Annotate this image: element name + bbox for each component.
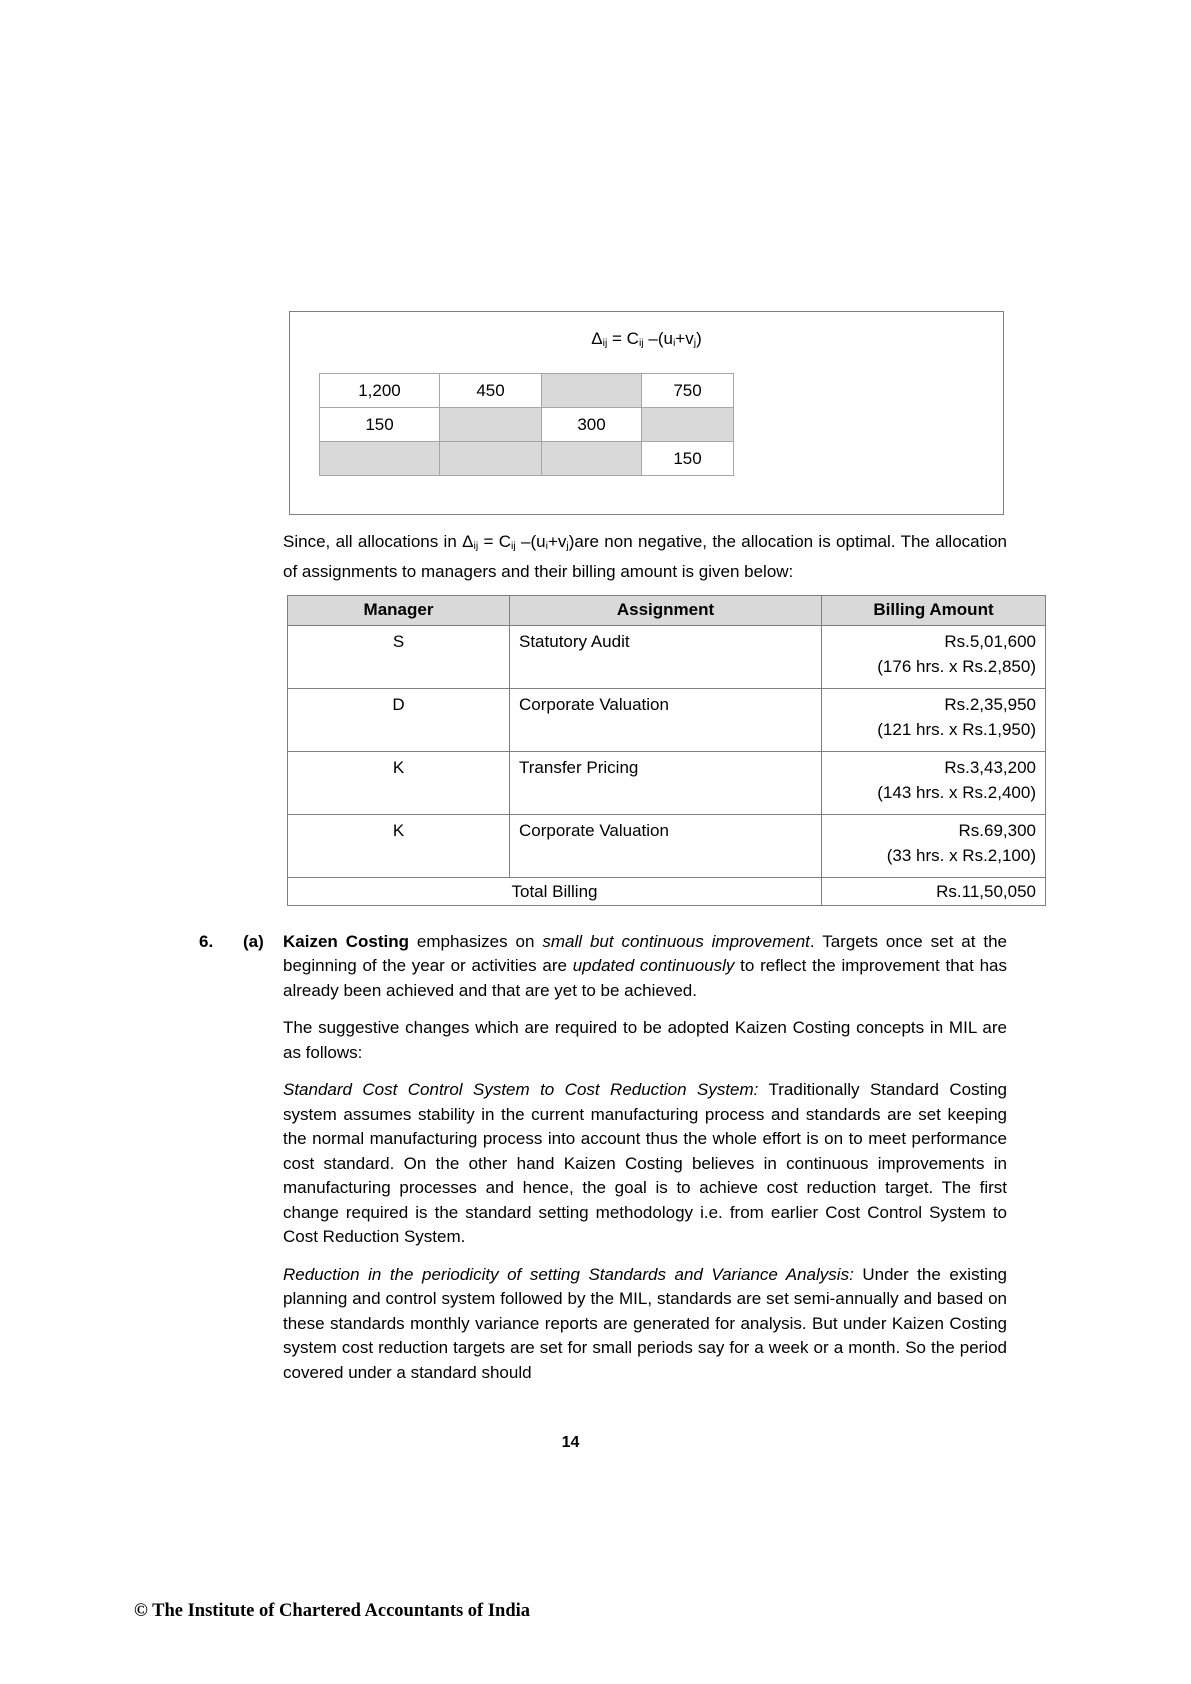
italic-run: Reduction in the periodicity of setting Standards and Variance Analysis: <box>283 1264 854 1284</box>
billing-cell <box>822 625 1046 688</box>
text-run: )are non negative, the allocation is optimal. The allocation of assignments to managers and their billing amount is given below: <box>283 532 1008 581</box>
total-billing-amount: Rs.11,50,050 <box>822 877 1046 905</box>
delta-formula <box>290 312 1003 349</box>
billing-cell <box>822 751 1046 814</box>
subscript: ij <box>602 336 608 349</box>
text-run: ) <box>696 329 702 348</box>
grid-cell: 750 <box>642 374 734 408</box>
delta-formula-box <box>289 311 1004 515</box>
assignment-cell: Corporate Valuation <box>510 688 822 751</box>
assignment-cell: Transfer Pricing <box>510 751 822 814</box>
grid-cell-shaded <box>440 442 542 476</box>
text-run: emphasizes on <box>408 931 543 951</box>
grid-cell: 150 <box>642 442 734 476</box>
manager-cell: K <box>288 751 510 814</box>
table-row <box>288 688 1046 751</box>
grid-cell-shaded <box>320 442 440 476</box>
text-run: = C <box>607 329 639 348</box>
text-run: –(u <box>643 329 673 348</box>
subscript: j <box>693 336 697 349</box>
subscript: j <box>566 539 569 552</box>
table-row <box>288 751 1046 814</box>
column-header-assignment: Assignment <box>510 595 822 625</box>
kaizen-paragraph-3 <box>283 1078 1007 1250</box>
column-header-manager: Manager <box>288 595 510 625</box>
billing-calc: (176 hrs. x Rs.2,850) <box>877 656 1036 676</box>
kaizen-paragraph-4 <box>283 1263 1007 1386</box>
grid-row <box>320 408 734 442</box>
table-row <box>288 814 1046 877</box>
grid-cell: 450 <box>440 374 542 408</box>
grid-cell: 1,200 <box>320 374 440 408</box>
intro-paragraph <box>283 529 1007 584</box>
text-run: Δ <box>591 329 603 348</box>
grid-row <box>320 374 734 408</box>
text-run: –(u <box>515 532 546 551</box>
subscript: ij <box>511 539 516 552</box>
grid-cell-shaded <box>542 442 642 476</box>
allocation-table <box>287 595 1046 906</box>
kaizen-paragraph-1 <box>283 930 1007 1004</box>
kaizen-paragraph-2: The suggestive changes which are required to be adopted Kaizen Costing concepts in MIL are as follows: <box>283 1018 1007 1062</box>
grid-row <box>320 442 734 476</box>
billing-calc: (33 hrs. x Rs.2,100) <box>886 845 1036 865</box>
bold-run: Kaizen Costing <box>283 931 409 951</box>
column-header-billing-amount: Billing Amount <box>822 595 1046 625</box>
text-run: = C <box>478 532 512 551</box>
billing-cell <box>822 814 1046 877</box>
subscript: i <box>672 336 676 349</box>
billing-calc: (143 hrs. x Rs.2,400) <box>877 782 1036 802</box>
grid-cell-shaded <box>440 408 542 442</box>
subscript: i <box>545 539 548 552</box>
delta-grid <box>319 373 734 476</box>
text-run: Since, all allocations in Δ <box>283 532 474 551</box>
billing-amount: Rs.3,43,200 <box>944 757 1036 777</box>
grid-cell: 300 <box>542 408 642 442</box>
subscript: ij <box>473 539 479 552</box>
copyright-footer: © The Institute of Chartered Accountants of India <box>134 1601 531 1621</box>
assignment-cell: Statutory Audit <box>510 625 822 688</box>
billing-amount: Rs.69,300 <box>958 820 1036 840</box>
manager-cell: K <box>288 814 510 877</box>
billing-calc: (121 hrs. x Rs.1,950) <box>877 719 1036 739</box>
billing-cell <box>822 688 1046 751</box>
manager-cell: D <box>288 688 510 751</box>
text-run: +v <box>547 532 567 551</box>
table-row <box>288 625 1046 688</box>
grid-cell-shaded <box>642 408 734 442</box>
text-run: +v <box>675 329 694 348</box>
section-letter: (a) <box>243 931 264 951</box>
text-run: to reflect the improvement that has already been achieved and that are yet to be achieved. <box>283 956 1007 1000</box>
text-run: . Targets once set at the beginning of the year or activities are <box>283 931 1007 976</box>
total-billing-label: Total Billing <box>288 877 822 905</box>
total-row <box>288 877 1046 905</box>
manager-cell: S <box>288 625 510 688</box>
page-number: 14 <box>561 1434 580 1451</box>
text-run: Under the existing planning and control system followed by the MIL, standards are set semi-annually and based on these standards monthly variance reports are generated for analysis. But under Kaizen Costing system cost reduction targets are set for small periods say for a week or a month. So the period covered under a standard should <box>283 1264 1007 1382</box>
text-run: Traditionally Standard Costing system assumes stability in the current manufacturing process and standards are set keeping the normal manufacturing process into account thus the whole effort is on to meet performance cost standard. On the other hand Kaizen Costing believes in continuous improvements in manufacturing processes and hence, the goal is to achieve cost reduction target. The first change required is the standard setting methodology i.e. from earlier Cost Control System to Cost Reduction System. <box>283 1080 1007 1247</box>
italic-run: updated continuously <box>572 956 735 976</box>
grid-cell-shaded <box>542 374 642 408</box>
grid-cell: 150 <box>320 408 440 442</box>
assignment-cell: Corporate Valuation <box>510 814 822 877</box>
section-6a <box>199 930 1007 1386</box>
content-column <box>199 311 1036 1385</box>
table-header-row <box>288 595 1046 625</box>
italic-run: Standard Cost Control System to Cost Reduction System: <box>283 1080 759 1100</box>
italic-run: small but continuous improvement <box>542 931 810 951</box>
billing-amount: Rs.2,35,950 <box>944 694 1036 714</box>
billing-amount: Rs.5,01,600 <box>944 631 1036 651</box>
section-number: 6. <box>199 931 214 951</box>
subscript: ij <box>638 336 644 349</box>
